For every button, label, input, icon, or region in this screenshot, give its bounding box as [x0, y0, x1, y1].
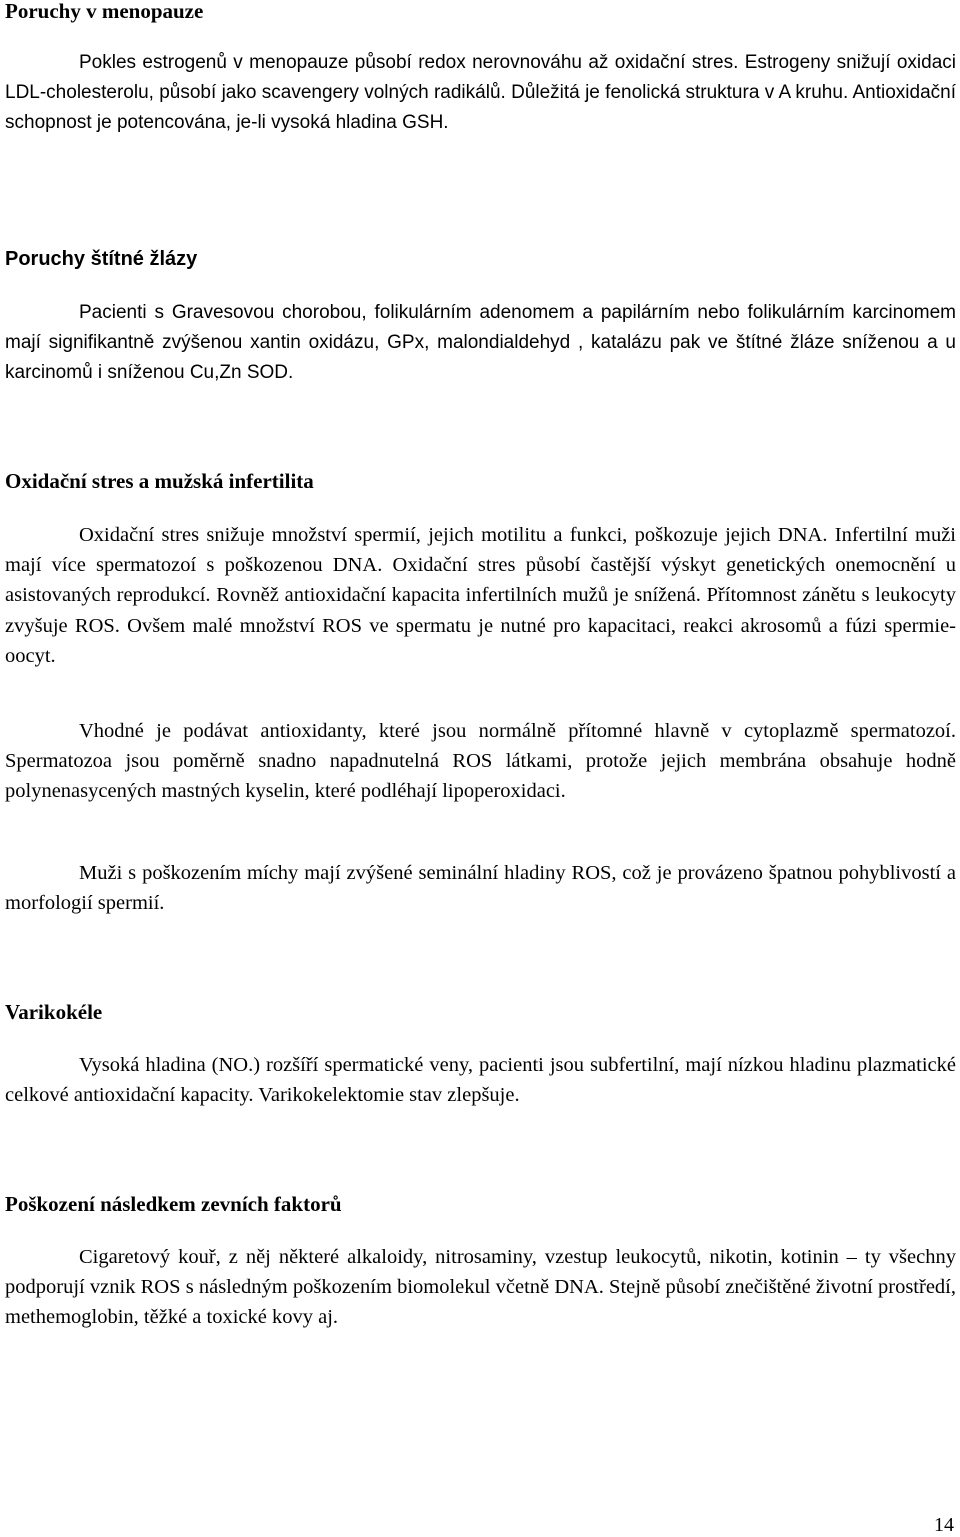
paragraph-thyroid: Pacienti s Gravesovou chorobou, folikulárním adenomem a papilárním nebo folikulárním karcinomem mají signifikantně zvýšenou xantin oxidázu, GPx, malondialdehyd , katalázu pak ve štítné žláze sníženou a u karcinomů i sníženou Cu,Zn SOD.: [5, 302, 956, 384]
paragraph-infertility-3: Muži s poškozením míchy mají zvýšené seminální hladiny ROS, což je provázeno špatnou pohyblivostí a morfologií spermií.: [5, 862, 956, 915]
section-heading-thyroid: Poruchy štítné žlázy: [5, 248, 198, 270]
section-heading-male-infertility: Oxidační stres a mužská infertilita: [5, 469, 314, 493]
paragraph-external-factors: Cigaretový kouř, z něj některé alkaloidy, nitrosaminy, vzestup leukocytů, nikotin, kotinin – ty všechny podporují vznik ROS s následným poškozením biomolekul včetně DNA. Stejně působí znečištěné životní prostředí, methemoglobin, těžké a toxické kovy aj.: [5, 1246, 956, 1329]
page-number: 14: [934, 1514, 954, 1536]
paragraph-varicocele: Vysoká hladina (NO.) rozšíří spermatické veny, pacienti jsou subfertilní, mají nízkou hladinu plazmatické celkové antioxidační kapacity. Varikokelektomie stav zlepšuje.: [5, 1054, 956, 1107]
paragraph-menopause: Pokles estrogenů v menopauze působí redox nerovnováhu až oxidační stres. Estrogeny snižují oxidaci LDL-cholesterolu, působí jako scavengery volných radikálů. Důležitá je fenolická struktura v A kruhu. Antioxidační schopnost je potencována, je-li vysoká hladina GSH.: [5, 52, 956, 134]
section-heading-menopause: Poruchy v menopauze: [5, 0, 204, 23]
paragraph-infertility-1: Oxidační stres snižuje množství spermií, jejich motilitu a funkci, poškozuje jejich DNA. Infertilní muži mají více spermatozoí s poškozenou DNA. Oxidační stres působí častější výskyt genetických onemocnění u asistovaných reprodukcí. Rovněž antioxidační kapacita infertilních mužů je snížená. Přítomnost zánětu s leukocyty zvyšuje ROS. Ovšem malé množství ROS ve spermatu je nutné pro kapacitaci, reakci akrosomů a fúzi spermie-oocyt.: [5, 524, 956, 667]
paragraph-infertility-2: Vhodné je podávat antioxidanty, které jsou normálně přítomné hlavně v cytoplazmě spermatozoí. Spermatozoa jsou poměrně snadno napadnutelná ROS látkami, protože jejich membrána obsahuje hodně polynenasycených mastných kyselin, které podléhají lipoperoxidaci.: [5, 720, 956, 803]
section-heading-varicocele: Varikokéle: [5, 1000, 103, 1024]
section-heading-external-factors: Poškození následkem zevních faktorů: [5, 1192, 342, 1216]
